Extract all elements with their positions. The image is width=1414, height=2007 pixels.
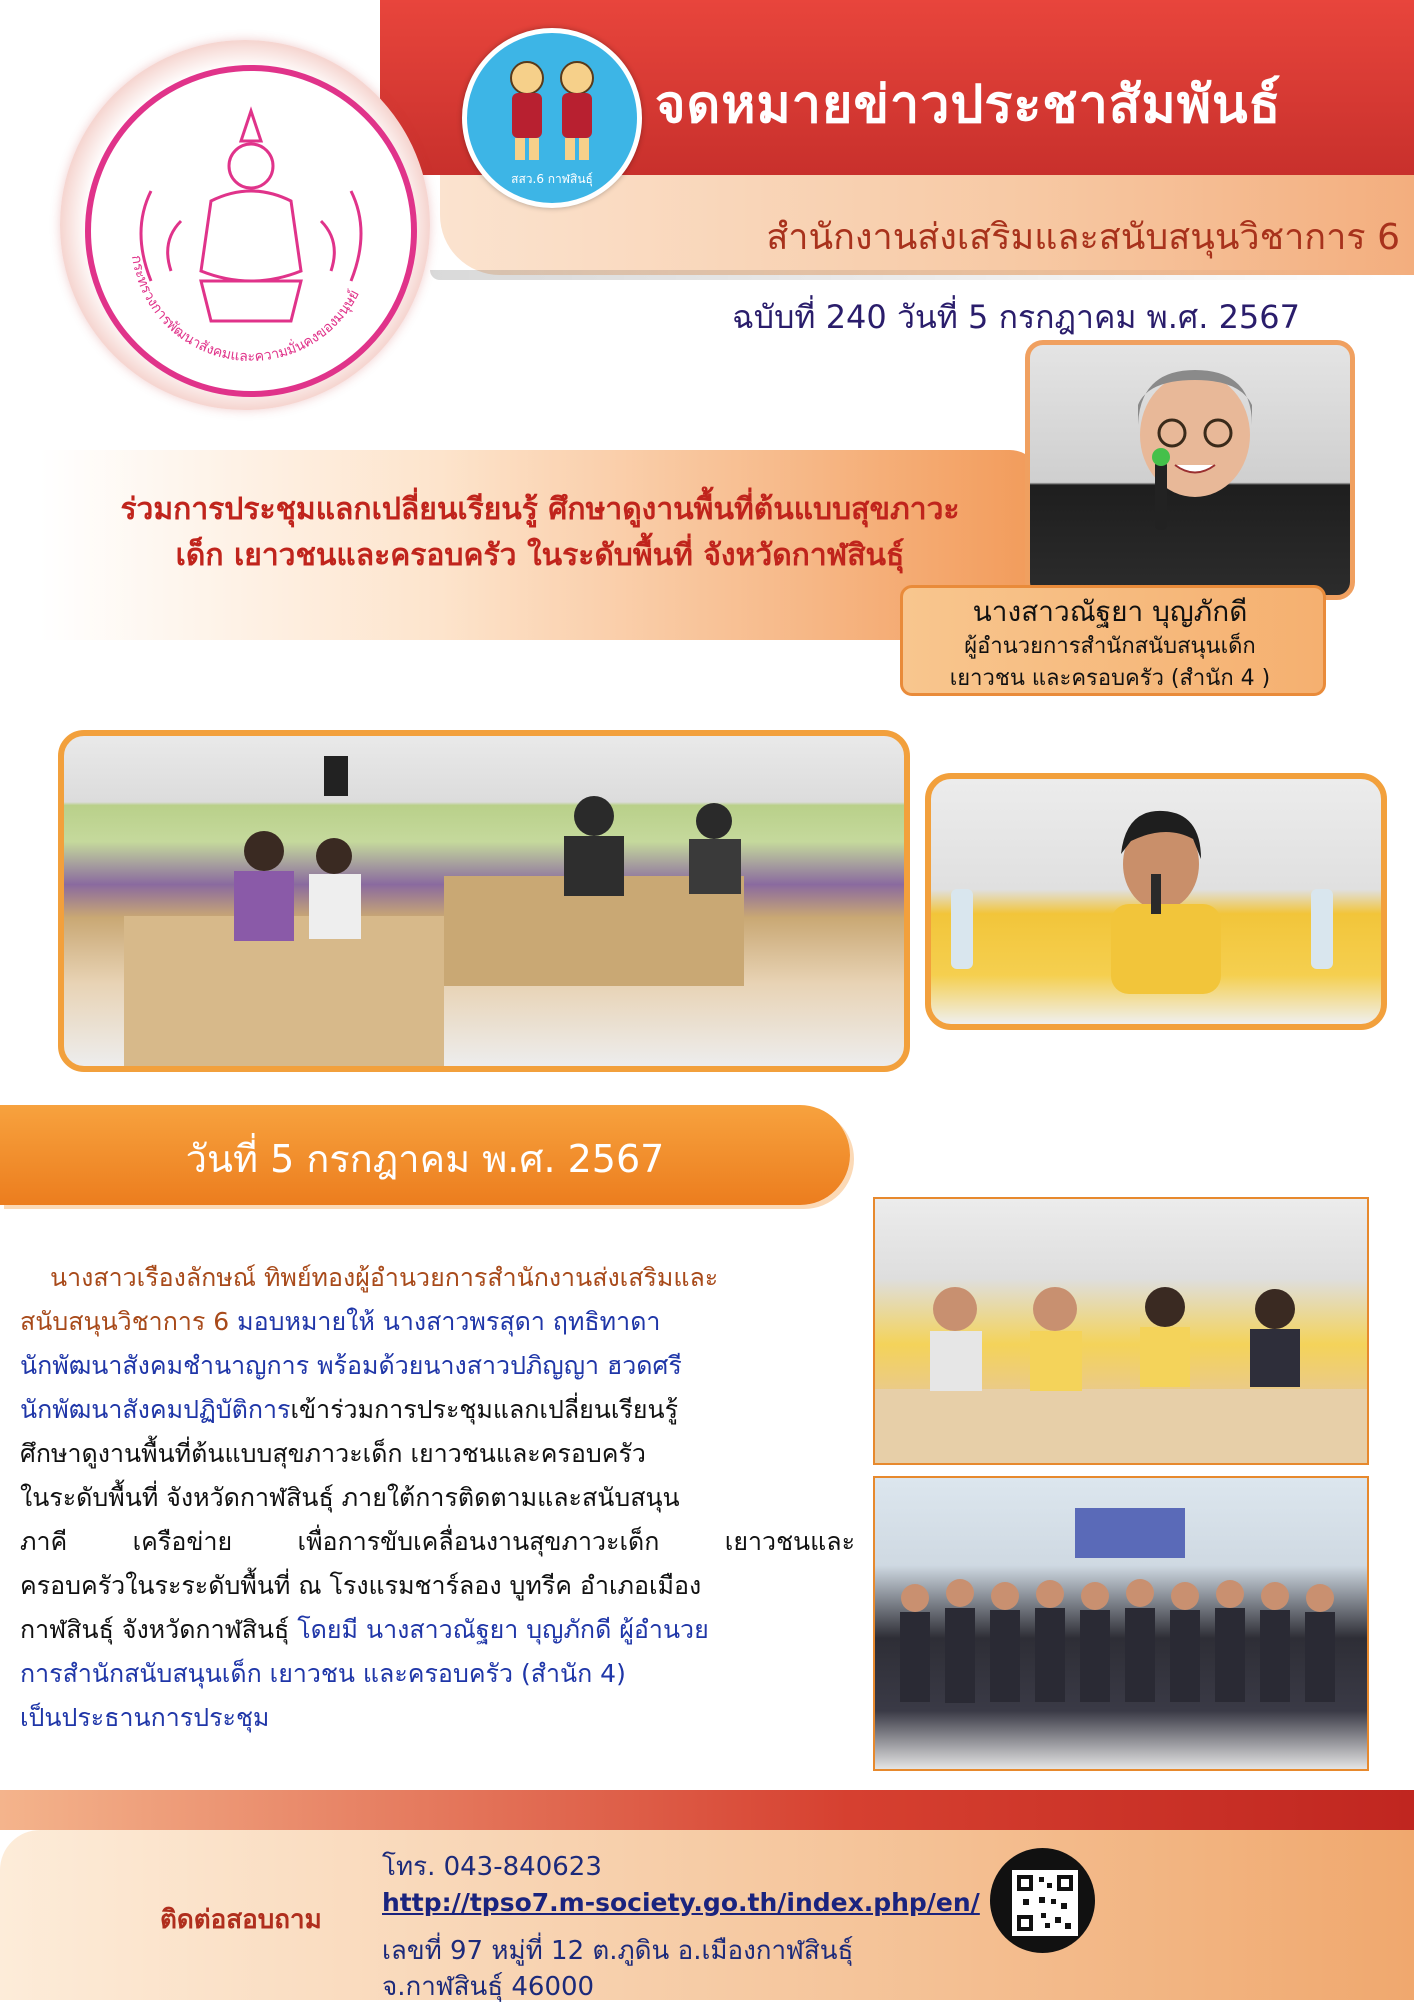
body-line-6: ในระดับพื้นที่ จังหวัดกาฬสินธุ์ ภายใต้การติดตามและสนับสนุน: [20, 1483, 680, 1512]
headline-line-1: ร่วมการประชุมแลกเปลี่ยนเรียนรู้ ศึกษาดูงานพื้นที่ต้นแบบสุขภาวะ: [120, 492, 960, 527]
body-line-11: เป็นประธานการประชุม: [20, 1703, 270, 1732]
body-line-5: ศึกษาดูงานพื้นที่ต้นแบบสุขภาวะเด็ก เยาวชนและครอบครัว: [20, 1439, 646, 1468]
body-line-3: นักพัฒนาสังคมชำนาญการ พร้อมด้วยนางสาวปภิญญา ฮวดศรี: [20, 1351, 682, 1380]
phone-number: โทร. 043-840623: [382, 1852, 602, 1882]
body-line-7: ภาคี เครือข่าย เพื่อการขับเคลื่อนงานสุขภาวะเด็ก เยาวชนและ: [20, 1527, 855, 1556]
body-line-9-place: กาฬสินธุ์ จังหวัดกาฬสินธุ์: [20, 1615, 298, 1644]
meeting-photo-1: [58, 730, 910, 1072]
contact-label: ติดต่อสอบถาม: [160, 1905, 322, 1935]
meeting-photo-1-drawing: [64, 736, 904, 1066]
director-photo-drawing: [1030, 345, 1350, 595]
ministry-seal-drawing: [91, 71, 411, 391]
group-photo: [873, 1476, 1369, 1771]
director-title-line-2: เยาวชน และครอบครัว (สำนัก 4 ): [949, 666, 1271, 691]
website-link[interactable]: http://tpso7.m-society.go.th/index.php/en/: [382, 1888, 980, 1917]
body-line-2-assign: มอบหมายให้ นางสาวพรสุดา ฤทธิทาดา: [237, 1307, 661, 1336]
body-line-1: นางสาวเรืองลักษณ์ ทิพย์ทองผู้อำนวยการสำนักงานส่งเสริมและ: [50, 1263, 719, 1292]
date-banner-text: วันที่ 5 กรกฎาคม พ.ศ. 2567: [185, 1137, 665, 1181]
footer-stripe: [0, 1790, 1414, 1830]
speaker-photo: [925, 773, 1387, 1030]
address-line-2: จ.กาฬสินธุ์ 46000: [382, 1972, 595, 2002]
group-photo-drawing: [875, 1478, 1367, 1769]
address-line-1: เลขที่ 97 หมู่ที่ 12 ต.ภูดิน อ.เมืองกาฬสินธุ์: [382, 1936, 854, 1966]
issue-line: ฉบับที่ 240 วันที่ 5 กรกฎาคม พ.ศ. 2567: [732, 298, 1300, 336]
seal-text: กระทรวงการพัฒนาสังคมและความมั่นคงของมนุษย์: [127, 254, 363, 366]
qr-code-icon[interactable]: [1012, 1870, 1078, 1936]
ministry-seal-inner: [85, 65, 417, 397]
director-title-line-1: ผู้อำนวยการสำนักสนับสนุนเด็ก: [964, 634, 1256, 659]
meeting-photo-2-drawing: [875, 1199, 1367, 1463]
mascot-icon: [462, 28, 642, 208]
body-line-9-chair: โดยมี นางสาวณัฐยา บุญภักดี ผู้อำนวย: [297, 1615, 709, 1644]
header-bar-shadow: [430, 270, 1414, 280]
body-line-2-office: สนับสนุนวิชาการ 6: [20, 1307, 238, 1336]
body-line-2: [20, 1300, 855, 1344]
mascot-drawing: [467, 33, 637, 203]
director-name: นางสาวณัฐยา บุญภักดี: [972, 595, 1248, 628]
body-line-8: ครอบครัวในระระดับพื้นที่ ณ โรงแรมชาร์ลอง บูทรีค อำเภอเมือง: [20, 1571, 702, 1600]
body-line-4-join: เข้าร่วมการประชุมแลกเปลี่ยนเรียนรู้: [290, 1395, 679, 1424]
body-line-4: [20, 1388, 855, 1432]
body-line-9: [20, 1608, 855, 1652]
qr-code-drawing: [1015, 1873, 1075, 1933]
office-name: สำนักงานส่งเสริมและสนับสนุนวิชาการ 6: [766, 217, 1400, 258]
director-photo: [1025, 340, 1355, 600]
mascot-label: สสว.6 กาฬสินธุ์: [511, 172, 593, 186]
body-line-4-position: นักพัฒนาสังคมปฏิบัติการ: [20, 1395, 291, 1424]
body-line-10: การสำนักสนับสนุนเด็ก เยาวชน และครอบครัว (สำนัก 4): [20, 1659, 626, 1688]
headline-line-2: เด็ก เยาวชนและครอบครัว ในระดับพื้นที่ จังหวัดกาฬสินธุ์: [175, 538, 905, 573]
meeting-photo-2: [873, 1197, 1369, 1465]
speaker-photo-drawing: [931, 779, 1381, 1024]
newsletter-title: จดหมายข่าวประชาสัมพันธ์: [655, 75, 1282, 135]
